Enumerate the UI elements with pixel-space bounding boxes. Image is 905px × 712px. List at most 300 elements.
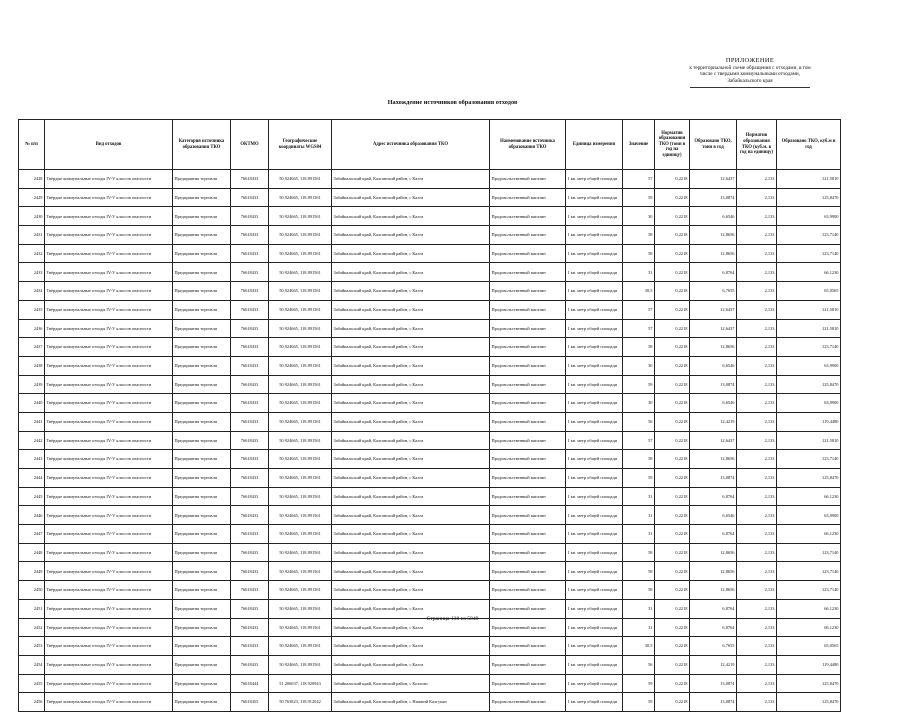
- cell-unit: 1 кв. метр общей площади: [566, 655, 623, 674]
- cell-category: Предприятия торговли: [173, 431, 231, 450]
- cell-unit: 1 кв. метр общей площади: [566, 319, 623, 338]
- cell-num: 2446: [19, 506, 45, 525]
- waste-sources-table: [18, 119, 841, 712]
- cell-norm-t: 0,2218: [655, 543, 690, 562]
- cell-volume-t: 13,0874: [690, 188, 737, 207]
- cell-volume-m3: 125,8470: [777, 188, 841, 207]
- cell-norm-m3: 2,133: [737, 375, 777, 394]
- table-body: [19, 170, 841, 712]
- cell-norm-t: 0,2218: [655, 637, 690, 656]
- cell-volume-m3: 121,5810: [777, 300, 841, 319]
- cell-volume-t: 6,8764: [690, 525, 737, 544]
- cell-category: Предприятия торговли: [173, 599, 231, 618]
- cell-norm-m3: 2,133: [737, 244, 777, 263]
- cell-volume-t: 6,6546: [690, 207, 737, 226]
- table-row: [19, 543, 841, 562]
- cell-address: Забайкальский край, Калганский район, с Калга: [332, 412, 490, 431]
- cell-category: Предприятия торговли: [173, 170, 231, 189]
- cell-coords: 50.924665, 118.891561: [269, 263, 332, 282]
- cell-unit: 1 кв. метр общей площади: [566, 170, 623, 189]
- cell-value: 30: [623, 356, 655, 375]
- cell-waste-type: Твёрдые коммунальные отходы IV-V классов опасности: [45, 226, 173, 245]
- cell-source-name: Продовольственный магазин: [490, 170, 566, 189]
- cell-source-name: Продовольственный магазин: [490, 637, 566, 656]
- cell-volume-t: 12,6437: [690, 319, 737, 338]
- cell-volume-t: 13,0874: [690, 693, 737, 712]
- header-waste-type: Вид отходов: [45, 120, 173, 170]
- cell-volume-m3: 123,7140: [777, 581, 841, 600]
- header-norm-t: Норматив образования ТКО (тонн в год на единицу): [655, 120, 690, 170]
- cell-unit: 1 кв. метр общей площади: [566, 487, 623, 506]
- cell-source-name: Продовольственный магазин: [490, 599, 566, 618]
- cell-unit: 1 кв. метр общей площади: [566, 263, 623, 282]
- cell-oktmo: 76618433: [231, 581, 269, 600]
- cell-num: 2448: [19, 543, 45, 562]
- cell-address: Забайкальский край, Калганский район, с Калга: [332, 375, 490, 394]
- cell-norm-m3: 2,133: [737, 394, 777, 413]
- cell-coords: 50.924665, 118.891561: [269, 338, 332, 357]
- cell-oktmo: 76618433: [231, 525, 269, 544]
- cell-waste-type: Твёрдые коммунальные отходы IV-V классов опасности: [45, 562, 173, 581]
- cell-unit: 1 кв. метр общей площади: [566, 300, 623, 319]
- cell-num: 2428: [19, 170, 45, 189]
- cell-oktmo: 76618433: [231, 356, 269, 375]
- table-row: [19, 207, 841, 226]
- cell-address: Забайкальский край, Калганский район, с Калга: [332, 543, 490, 562]
- cell-waste-type: Твёрдые коммунальные отходы IV-V классов опасности: [45, 543, 173, 562]
- cell-value: 59: [623, 375, 655, 394]
- cell-coords: 50.924665, 118.891561: [269, 581, 332, 600]
- cell-volume-m3: 66,1230: [777, 487, 841, 506]
- cell-volume-t: 12,6437: [690, 170, 737, 189]
- cell-coords: 50.924665, 118.891561: [269, 282, 332, 301]
- cell-address: Забайкальский край, Калганский район, с Калга: [332, 450, 490, 469]
- cell-volume-m3: 66,1230: [777, 599, 841, 618]
- cell-unit: 1 кв. метр общей площади: [566, 543, 623, 562]
- cell-norm-t: 0,2218: [655, 618, 690, 637]
- cell-value: 56: [623, 655, 655, 674]
- cell-waste-type: Твёрдые коммунальные отходы IV-V классов опасности: [45, 618, 173, 637]
- cell-norm-m3: 2,133: [737, 188, 777, 207]
- cell-waste-type: Твёрдые коммунальные отходы IV-V классов опасности: [45, 170, 173, 189]
- cell-volume-t: 13,0874: [690, 469, 737, 488]
- cell-coords: 50.924665, 118.891561: [269, 207, 332, 226]
- cell-volume-m3: 63,9900: [777, 506, 841, 525]
- cell-norm-t: 0,2218: [655, 170, 690, 189]
- cell-coords: 50.924665, 118.891561: [269, 356, 332, 375]
- cell-source-name: Продовольственный магазин: [490, 338, 566, 357]
- cell-address: Забайкальский край, Калганский район, с Калга: [332, 525, 490, 544]
- cell-value: 58: [623, 581, 655, 600]
- cell-waste-type: Твёрдые коммунальные отходы IV-V классов опасности: [45, 469, 173, 488]
- cell-norm-m3: 2,133: [737, 207, 777, 226]
- cell-source-name: Продовольственный магазин: [490, 487, 566, 506]
- cell-norm-t: 0,2218: [655, 375, 690, 394]
- cell-waste-type: Твёрдые коммунальные отходы IV-V классов опасности: [45, 655, 173, 674]
- table-row: [19, 655, 841, 674]
- cell-unit: 1 кв. метр общей площади: [566, 375, 623, 394]
- cell-num: 2447: [19, 525, 45, 544]
- cell-source-name: Продовольственный магазин: [490, 375, 566, 394]
- cell-norm-m3: 2,133: [737, 263, 777, 282]
- cell-coords: 50.924665, 118.891561: [269, 244, 332, 263]
- cell-volume-m3: 123,7140: [777, 543, 841, 562]
- cell-address: Забайкальский край, Калганский район, с Калга: [332, 319, 490, 338]
- cell-unit: 1 кв. метр общей площади: [566, 356, 623, 375]
- cell-source-name: Продовольственный магазин: [490, 618, 566, 637]
- cell-address: Забайкальский край, Калганский район, с Калга: [332, 282, 490, 301]
- cell-coords: 50.924665, 118.891561: [269, 469, 332, 488]
- cell-volume-t: 12,8656: [690, 226, 737, 245]
- cell-waste-type: Твёрдые коммунальные отходы IV-V классов опасности: [45, 282, 173, 301]
- cell-source-name: Продовольственный магазин: [490, 188, 566, 207]
- cell-source-name: Продовольственный магазин: [490, 506, 566, 525]
- cell-address: Забайкальский край, Калганский район, с Калга: [332, 599, 490, 618]
- cell-category: Предприятия торговли: [173, 263, 231, 282]
- cell-unit: 1 кв. метр общей площади: [566, 674, 623, 693]
- cell-norm-m3: 2,133: [737, 412, 777, 431]
- cell-source-name: Продовольственный магазин: [490, 431, 566, 450]
- table-row: [19, 674, 841, 693]
- cell-volume-m3: 119,4480: [777, 655, 841, 674]
- cell-address: Забайкальский край, Калганский район, с Калга: [332, 356, 490, 375]
- cell-waste-type: Твёрдые коммунальные отходы IV-V классов опасности: [45, 319, 173, 338]
- cell-num: 2450: [19, 581, 45, 600]
- cell-value: 56: [623, 412, 655, 431]
- cell-value: 30,5: [623, 282, 655, 301]
- cell-unit: 1 кв. метр общей площади: [566, 637, 623, 656]
- cell-norm-t: 0,2218: [655, 319, 690, 338]
- cell-source-name: Продовольственный магазин: [490, 562, 566, 581]
- cell-address: Забайкальский край, Калганский район, с Калга: [332, 618, 490, 637]
- cell-oktmo: 76618433: [231, 487, 269, 506]
- cell-norm-m3: 2,133: [737, 599, 777, 618]
- cell-coords: 50.924665, 118.891561: [269, 525, 332, 544]
- cell-oktmo: 76618433: [231, 450, 269, 469]
- cell-category: Предприятия торговли: [173, 300, 231, 319]
- cell-category: Предприятия торговли: [173, 637, 231, 656]
- cell-coords: 50.924665, 118.891561: [269, 618, 332, 637]
- cell-coords: 50.924665, 118.891561: [269, 506, 332, 525]
- cell-coords: 50.924665, 118.891561: [269, 543, 332, 562]
- cell-value: 57: [623, 300, 655, 319]
- cell-volume-m3: 123,7140: [777, 450, 841, 469]
- table-row: [19, 244, 841, 263]
- cell-oktmo: 76618433: [231, 562, 269, 581]
- cell-coords: 50.924665, 118.891561: [269, 375, 332, 394]
- cell-value: 31: [623, 263, 655, 282]
- cell-waste-type: Твёрдые коммунальные отходы IV-V классов опасности: [45, 356, 173, 375]
- cell-address: Забайкальский край, Калганский район, с Калга: [332, 207, 490, 226]
- cell-value: 58: [623, 244, 655, 263]
- cell-category: Предприятия торговли: [173, 693, 231, 712]
- cell-norm-m3: 2,133: [737, 581, 777, 600]
- cell-category: Предприятия торговли: [173, 450, 231, 469]
- cell-volume-m3: 123,7140: [777, 338, 841, 357]
- cell-source-name: Продовольственный магазин: [490, 300, 566, 319]
- cell-num: 2429: [19, 188, 45, 207]
- table-row: [19, 282, 841, 301]
- cell-volume-t: 12,8656: [690, 450, 737, 469]
- cell-oktmo: 76618433: [231, 244, 269, 263]
- cell-volume-m3: 123,7140: [777, 226, 841, 245]
- cell-oktmo: 76618433: [231, 319, 269, 338]
- cell-coords: 50.924665, 118.891561: [269, 394, 332, 413]
- cell-norm-t: 0,2218: [655, 469, 690, 488]
- table-row: [19, 506, 841, 525]
- cell-address: Забайкальский край, Калганский район, с Калга: [332, 394, 490, 413]
- cell-category: Предприятия торговли: [173, 412, 231, 431]
- cell-volume-m3: 119,4480: [777, 412, 841, 431]
- cell-volume-t: 12,8656: [690, 562, 737, 581]
- cell-num: 2431: [19, 226, 45, 245]
- cell-unit: 1 кв. метр общей площади: [566, 431, 623, 450]
- cell-norm-t: 0,2218: [655, 207, 690, 226]
- cell-norm-t: 0,2218: [655, 693, 690, 712]
- header-category: Категория источника образования ТКО: [173, 120, 231, 170]
- cell-norm-t: 0,2218: [655, 226, 690, 245]
- cell-volume-t: 6,8764: [690, 487, 737, 506]
- cell-oktmo: 76618433: [231, 282, 269, 301]
- cell-value: 31: [623, 487, 655, 506]
- table-row: [19, 375, 841, 394]
- cell-address: Забайкальский край, Калганский район, с Калга: [332, 581, 490, 600]
- cell-waste-type: Твёрдые коммунальные отходы IV-V классов опасности: [45, 375, 173, 394]
- cell-oktmo: 76618433: [231, 412, 269, 431]
- cell-value: 30: [623, 207, 655, 226]
- cell-source-name: Продовольственный магазин: [490, 543, 566, 562]
- cell-source-name: Продовольственный магазин: [490, 319, 566, 338]
- cell-address: Забайкальский край, Калганский район, с Калга: [332, 244, 490, 263]
- header-value: Значение: [623, 120, 655, 170]
- cell-source-name: Продовольственный магазин: [490, 674, 566, 693]
- cell-volume-t: 12,6437: [690, 431, 737, 450]
- table-row: [19, 450, 841, 469]
- appendix-line-2: числе с твердыми коммунальными отходами,: [699, 71, 800, 78]
- cell-category: Предприятия торговли: [173, 244, 231, 263]
- cell-norm-m3: 2,133: [737, 674, 777, 693]
- table-row: [19, 412, 841, 431]
- cell-norm-m3: 2,133: [737, 525, 777, 544]
- cell-volume-m3: 66,1230: [777, 525, 841, 544]
- cell-num: 2439: [19, 375, 45, 394]
- table-row: [19, 394, 841, 413]
- cell-waste-type: Твёрдые коммунальные отходы IV-V классов опасности: [45, 263, 173, 282]
- cell-unit: 1 кв. метр общей площади: [566, 599, 623, 618]
- cell-num: 2434: [19, 282, 45, 301]
- table-row: [19, 356, 841, 375]
- cell-value: 59: [623, 469, 655, 488]
- cell-volume-m3: 63,9900: [777, 207, 841, 226]
- cell-coords: 50.924665, 118.891561: [269, 562, 332, 581]
- cell-norm-t: 0,2218: [655, 674, 690, 693]
- cell-address: Забайкальский край, Калганский район, с Калга: [332, 338, 490, 357]
- cell-unit: 1 кв. метр общей площади: [566, 207, 623, 226]
- cell-volume-m3: 66,1230: [777, 263, 841, 282]
- cell-oktmo: 76618433: [231, 599, 269, 618]
- cell-num: 2441: [19, 412, 45, 431]
- cell-source-name: Продовольственный магазин: [490, 693, 566, 712]
- cell-oktmo: 76618455: [231, 693, 269, 712]
- cell-norm-m3: 2,133: [737, 338, 777, 357]
- table-row: [19, 170, 841, 189]
- cell-norm-t: 0,2218: [655, 188, 690, 207]
- cell-norm-t: 0,2218: [655, 655, 690, 674]
- cell-category: Предприятия торговли: [173, 394, 231, 413]
- cell-source-name: Продовольственный магазин: [490, 244, 566, 263]
- signature-rule: [690, 87, 810, 88]
- cell-volume-t: 13,0874: [690, 375, 737, 394]
- cell-volume-m3: 63,9900: [777, 356, 841, 375]
- cell-address: Забайкальский край, Калганский район, с Калга: [332, 506, 490, 525]
- cell-unit: 1 кв. метр общей площади: [566, 188, 623, 207]
- cell-num: 2451: [19, 599, 45, 618]
- cell-num: 2438: [19, 356, 45, 375]
- cell-norm-t: 0,2218: [655, 300, 690, 319]
- cell-waste-type: Твёрдые коммунальные отходы IV-V классов опасности: [45, 525, 173, 544]
- cell-norm-t: 0,2218: [655, 412, 690, 431]
- cell-volume-t: 6,8764: [690, 618, 737, 637]
- cell-volume-m3: 123,7140: [777, 244, 841, 263]
- page-number: Страница 138 из 5049: [426, 616, 479, 622]
- cell-norm-t: 0,2218: [655, 338, 690, 357]
- cell-volume-t: 12,8656: [690, 581, 737, 600]
- cell-category: Предприятия торговли: [173, 487, 231, 506]
- cell-source-name: Продовольственный магазин: [490, 226, 566, 245]
- cell-category: Предприятия торговли: [173, 188, 231, 207]
- cell-oktmo: 76618433: [231, 431, 269, 450]
- cell-oktmo: 76618433: [231, 618, 269, 637]
- cell-value: 59: [623, 693, 655, 712]
- cell-volume-t: 6,8764: [690, 599, 737, 618]
- cell-category: Предприятия торговли: [173, 562, 231, 581]
- cell-waste-type: Твёрдые коммунальные отходы IV-V классов опасности: [45, 207, 173, 226]
- cell-value: 58: [623, 338, 655, 357]
- cell-unit: 1 кв. метр общей площади: [566, 394, 623, 413]
- cell-value: 31: [623, 618, 655, 637]
- cell-address: Забайкальский край, Калганский район, с Калга: [332, 469, 490, 488]
- cell-value: 58: [623, 562, 655, 581]
- cell-volume-m3: 125,8470: [777, 693, 841, 712]
- cell-waste-type: Твёрдые коммунальные отходы IV-V классов опасности: [45, 188, 173, 207]
- cell-norm-t: 0,2218: [655, 506, 690, 525]
- cell-address: Забайкальский край, Калганский район, с Калга: [332, 431, 490, 450]
- appendix-line-1: к территориальной схеме обращения с отходами, в том: [689, 64, 811, 71]
- cell-num: 2456: [19, 693, 45, 712]
- cell-address: Забайкальский край, Калганский район, с Калга: [332, 562, 490, 581]
- cell-oktmo: 76618433: [231, 394, 269, 413]
- cell-value: 31: [623, 599, 655, 618]
- cell-norm-m3: 2,133: [737, 637, 777, 656]
- table-row: [19, 226, 841, 245]
- cell-volume-t: 12,4219: [690, 412, 737, 431]
- cell-unit: 1 кв. метр общей площади: [566, 693, 623, 712]
- cell-address: Забайкальский край, Калганский район, с Нижний Калгукан: [332, 693, 490, 712]
- cell-num: 2444: [19, 469, 45, 488]
- cell-waste-type: Твёрдые коммунальные отходы IV-V классов опасности: [45, 412, 173, 431]
- cell-coords: 50.924665, 118.891561: [269, 188, 332, 207]
- table-row: [19, 319, 841, 338]
- cell-num: 2454: [19, 655, 45, 674]
- cell-address: Забайкальский край, Калганский район, с Калга: [332, 300, 490, 319]
- cell-volume-t: 6,7655: [690, 637, 737, 656]
- cell-coords: 51.206037, 118.920943: [269, 674, 332, 693]
- cell-volume-m3: 63,9900: [777, 394, 841, 413]
- cell-coords: 50.924665, 118.891561: [269, 599, 332, 618]
- cell-norm-m3: 2,133: [737, 170, 777, 189]
- cell-coords: 50.924665, 118.891561: [269, 319, 332, 338]
- cell-coords: 50.924665, 118.891561: [269, 300, 332, 319]
- cell-source-name: Продовольственный магазин: [490, 655, 566, 674]
- cell-volume-m3: 121,5810: [777, 170, 841, 189]
- table-header: [19, 120, 841, 170]
- cell-value: 31: [623, 506, 655, 525]
- cell-value: 57: [623, 170, 655, 189]
- cell-waste-type: Твёрдые коммунальные отходы IV-V классов опасности: [45, 394, 173, 413]
- cell-unit: 1 кв. метр общей площади: [566, 244, 623, 263]
- cell-waste-type: Твёрдые коммунальные отходы IV-V классов опасности: [45, 599, 173, 618]
- cell-num: 2443: [19, 450, 45, 469]
- cell-unit: 1 кв. метр общей площади: [566, 412, 623, 431]
- cell-value: 58: [623, 543, 655, 562]
- cell-address: Забайкальский край, Калганский район, с Калга: [332, 263, 490, 282]
- cell-norm-t: 0,2218: [655, 282, 690, 301]
- cell-num: 2436: [19, 319, 45, 338]
- cell-norm-t: 0,2218: [655, 263, 690, 282]
- cell-oktmo: 76618433: [231, 637, 269, 656]
- table-row: [19, 469, 841, 488]
- cell-coords: 50.924665, 118.891561: [269, 487, 332, 506]
- cell-coords: 50.763823, 118.912042: [269, 693, 332, 712]
- cell-category: Предприятия торговли: [173, 226, 231, 245]
- cell-address: Забайкальский край, Калганский район, с Козлово: [332, 674, 490, 693]
- cell-coords: 50.924665, 118.891561: [269, 637, 332, 656]
- cell-source-name: Продовольственный магазин: [490, 469, 566, 488]
- cell-category: Предприятия торговли: [173, 338, 231, 357]
- cell-value: 57: [623, 431, 655, 450]
- cell-volume-t: 6,6546: [690, 356, 737, 375]
- cell-coords: 50.924665, 118.891561: [269, 431, 332, 450]
- cell-source-name: Продовольственный магазин: [490, 263, 566, 282]
- cell-num: 2433: [19, 263, 45, 282]
- cell-source-name: Продовольственный магазин: [490, 207, 566, 226]
- cell-value: 59: [623, 188, 655, 207]
- cell-volume-t: 6,7655: [690, 282, 737, 301]
- table-row: [19, 562, 841, 581]
- cell-waste-type: Твёрдые коммунальные отходы IV-V классов опасности: [45, 450, 173, 469]
- cell-waste-type: Твёрдые коммунальные отходы IV-V классов опасности: [45, 338, 173, 357]
- header-coords: Географические координаты WGS84: [269, 120, 332, 170]
- cell-norm-m3: 2,133: [737, 618, 777, 637]
- cell-volume-t: 6,6546: [690, 394, 737, 413]
- cell-oktmo: 76618433: [231, 506, 269, 525]
- cell-category: Предприятия торговли: [173, 356, 231, 375]
- cell-value: 58: [623, 450, 655, 469]
- cell-num: 2442: [19, 431, 45, 450]
- cell-norm-t: 0,2218: [655, 581, 690, 600]
- cell-volume-t: 12,4219: [690, 655, 737, 674]
- cell-source-name: Продовольственный магазин: [490, 450, 566, 469]
- cell-source-name: Продовольственный магазин: [490, 581, 566, 600]
- cell-coords: 50.924665, 118.891561: [269, 226, 332, 245]
- cell-norm-t: 0,2218: [655, 356, 690, 375]
- table-row: [19, 188, 841, 207]
- cell-norm-m3: 2,133: [737, 450, 777, 469]
- cell-volume-t: 12,6437: [690, 300, 737, 319]
- cell-volume-t: 12,8656: [690, 543, 737, 562]
- cell-coords: 50.924665, 118.891561: [269, 450, 332, 469]
- cell-oktmo: 76618433: [231, 655, 269, 674]
